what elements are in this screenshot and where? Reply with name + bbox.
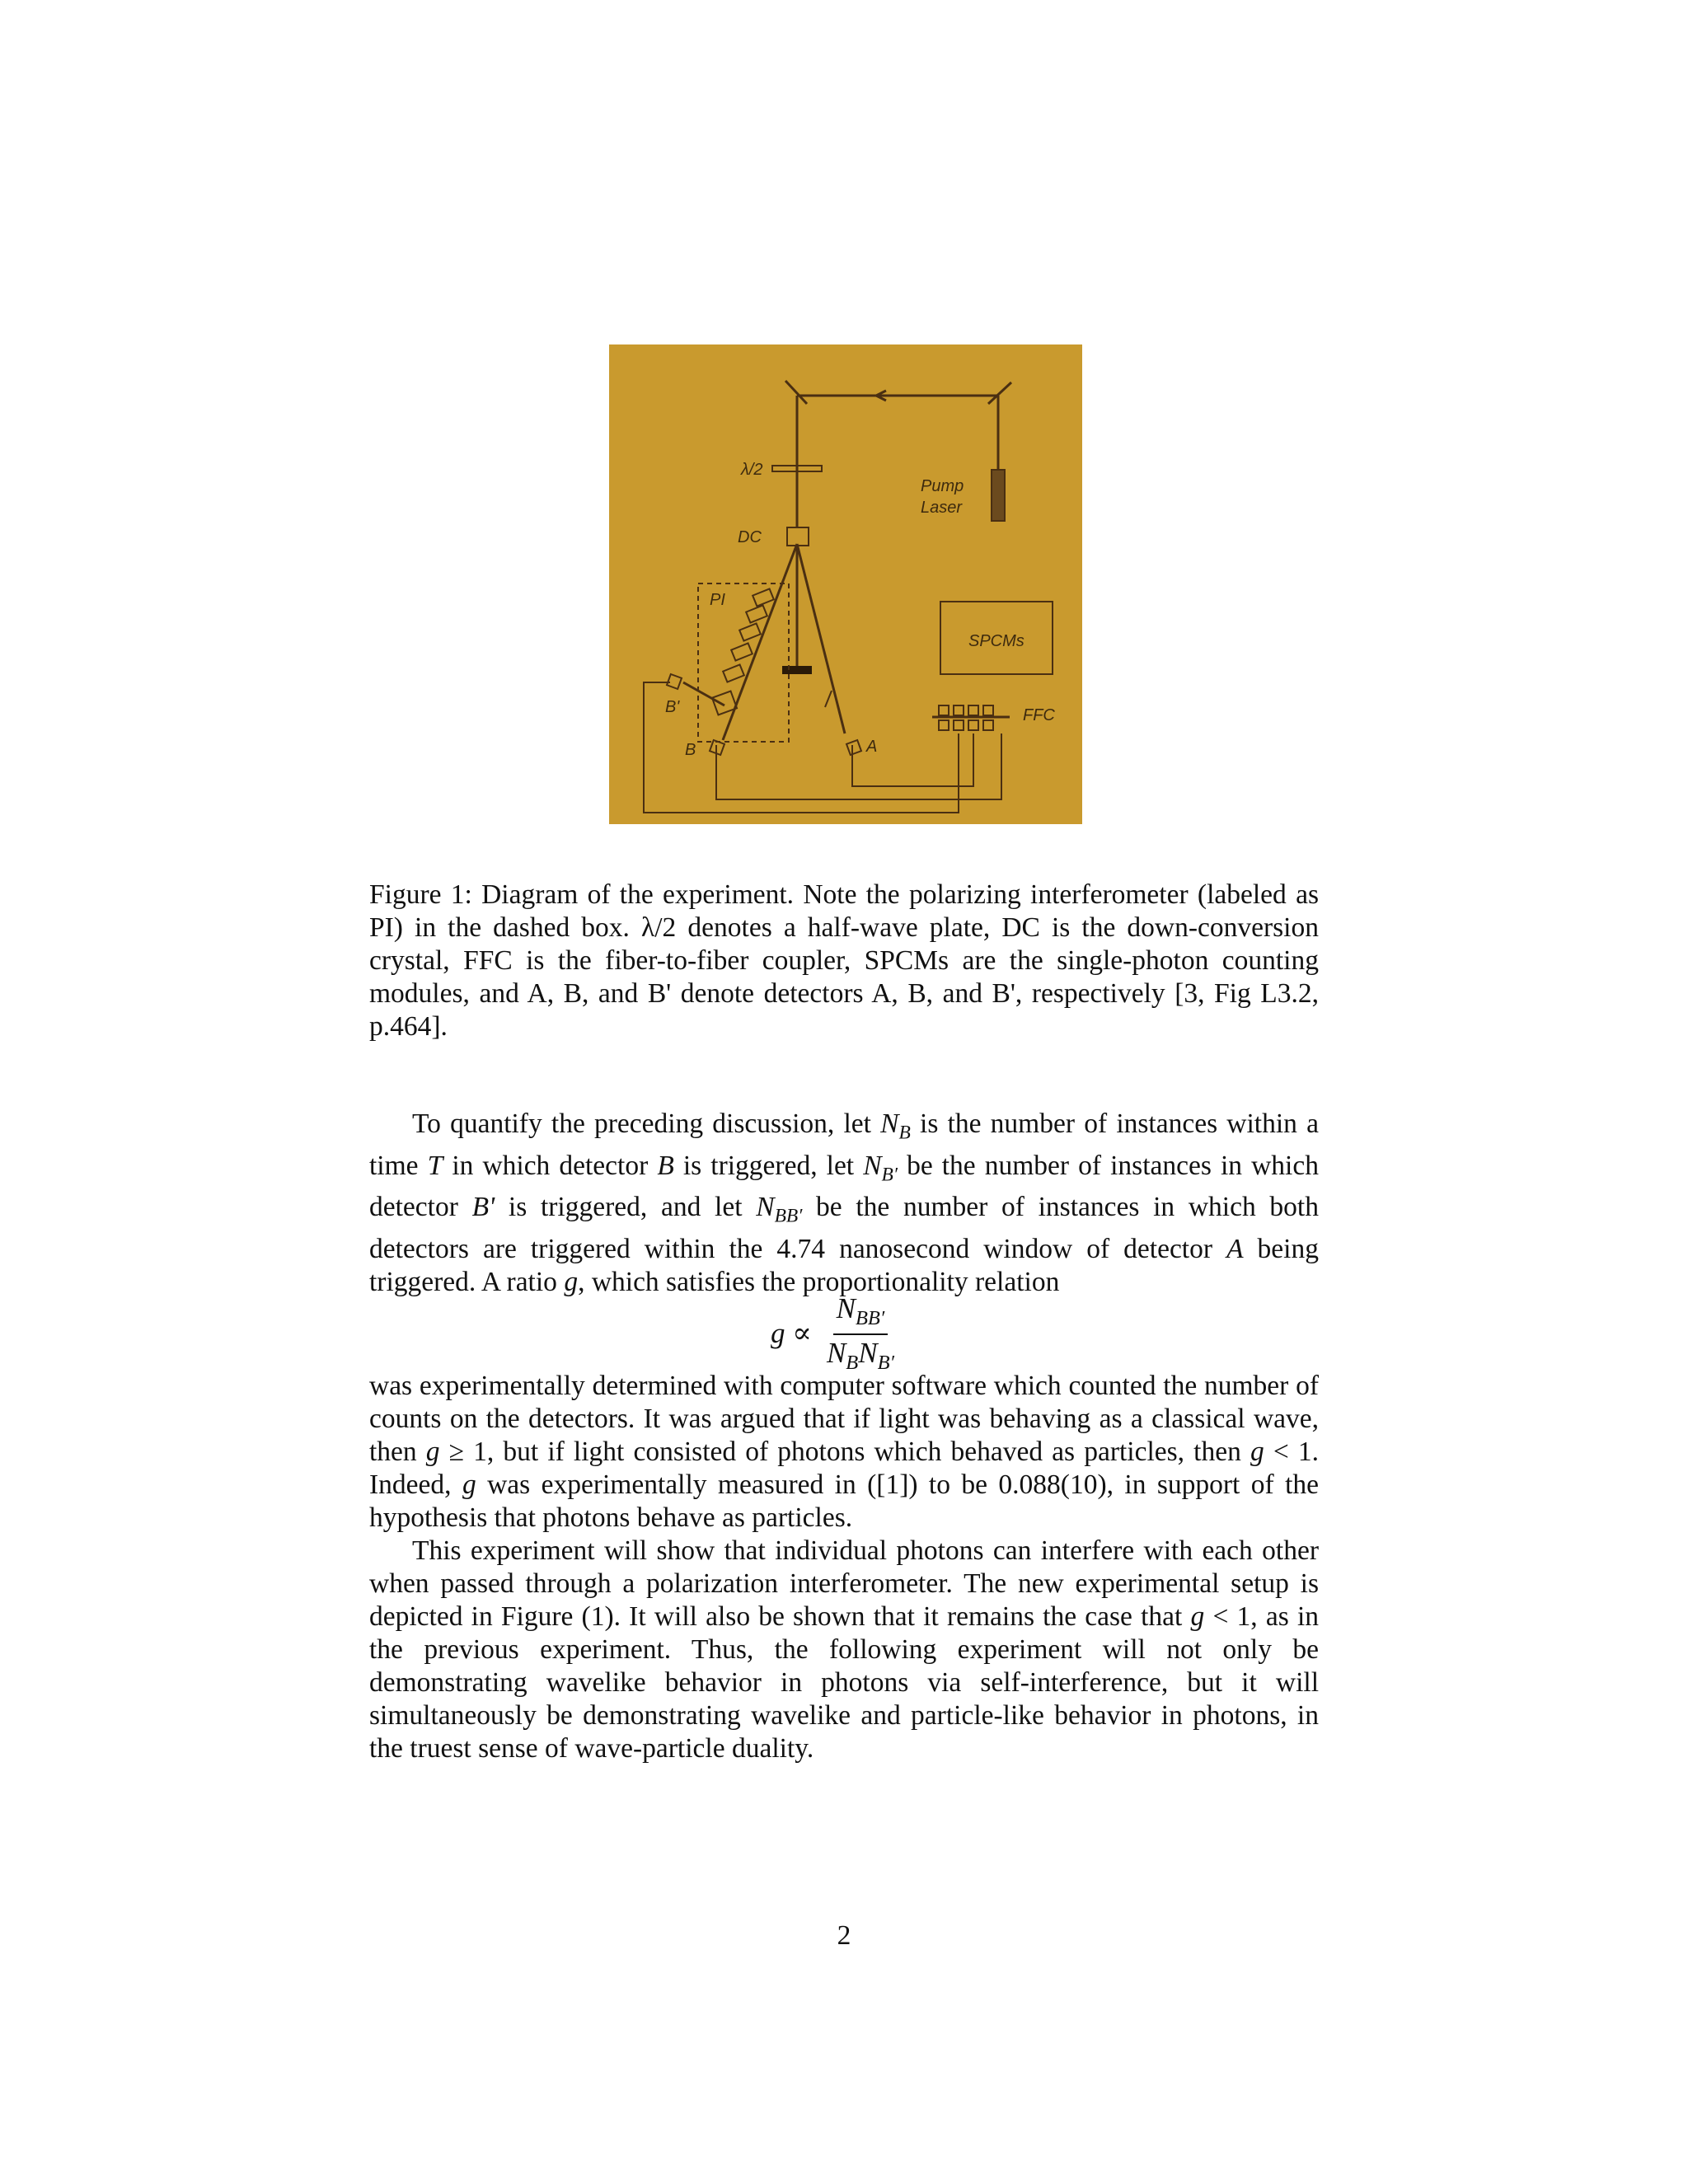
dc-crystal	[787, 527, 809, 546]
label-b: B	[685, 741, 696, 759]
detector-a	[846, 740, 861, 755]
paragraph-3	[369, 1535, 1319, 1765]
math-var: B'	[471, 1192, 495, 1223]
text-run: was experimentally determined with computer software which counted the number of counts on the detectors. It was argued that if light was behaving as a classical wave, then	[369, 1371, 1319, 1467]
proportionality-equation	[771, 1292, 898, 1375]
text-run: is triggered, and let	[495, 1192, 757, 1223]
beam-to-a	[797, 544, 845, 733]
text-run: was experimentally measured in ([1]) to be 0.088(10), in support of the hypothesis that photons behave as particles.	[369, 1469, 1319, 1533]
math-sub: B′	[881, 1164, 898, 1186]
math-sub: BB′	[855, 1307, 885, 1329]
label-dc: DC	[738, 528, 762, 546]
label-b-prime: B'	[665, 698, 680, 716]
beam-to-b-prime	[683, 682, 724, 705]
label-ffc: FFC	[1023, 706, 1055, 724]
experiment-figure	[609, 344, 1082, 824]
text-run: , which satisfies the proportionality relation	[578, 1267, 1060, 1298]
math-var: A	[1226, 1234, 1244, 1265]
label-spcms: SPCMs	[968, 632, 1025, 650]
text-run: being triggered. A ratio	[369, 1234, 1319, 1298]
math-sub: B	[846, 1352, 859, 1374]
math-var: N	[836, 1292, 856, 1324]
beam-block	[782, 666, 812, 674]
math-sub: BB′	[774, 1206, 803, 1228]
math-var: g	[462, 1469, 476, 1500]
math-var: N	[756, 1192, 775, 1223]
beam-to-pi	[723, 544, 797, 740]
text-run: be the number of instances in which detector	[369, 1150, 1319, 1223]
math-var: g	[1190, 1601, 1205, 1632]
pump-laser	[992, 470, 1005, 521]
label-pump: Pump	[921, 477, 964, 495]
math-sub: B′	[877, 1352, 894, 1374]
math-var: N	[880, 1108, 899, 1139]
label-half-wave: λ/2	[741, 461, 763, 479]
paragraph-2	[369, 1370, 1319, 1535]
math-var: N	[826, 1337, 846, 1369]
text-run: is the number of instances within a time	[369, 1108, 1319, 1181]
text-run: This experiment will show that individual photons can interfere with each other when passed through a polarization interferometer. The new experimental setup is depicted in Figure (1). It will also be shown that it remains the case that	[369, 1535, 1319, 1632]
math-sub: B	[898, 1122, 911, 1144]
text-run: is triggered, let	[673, 1150, 864, 1181]
text-run: ≥ 1, but if light consisted of photons which behaved as particles, then	[439, 1436, 1250, 1467]
equation-numerator	[833, 1292, 889, 1335]
math-var: g	[425, 1436, 440, 1467]
equation-denominator	[823, 1335, 898, 1375]
text-run: be the number of instances in which both detectors are triggered within the 4.74 nanosecond window of detector	[369, 1192, 1319, 1265]
mirror-top-right	[988, 382, 1011, 404]
label-a: A	[866, 738, 878, 756]
label-pi: PI	[710, 591, 725, 609]
equation-fraction	[823, 1292, 898, 1375]
paragraph-1	[369, 1108, 1319, 1299]
math-var: N	[858, 1337, 878, 1369]
math-var: g	[564, 1267, 579, 1298]
math-var: T	[427, 1150, 443, 1181]
text-run: < 1. Indeed,	[369, 1436, 1319, 1500]
math-var: g	[1250, 1436, 1264, 1467]
text-run: < 1, as in the previous experiment. Thus, the following experiment will not only be demonstrating wavelike behavior in photons via self-interference, but it will simultaneously be demonstrating wavelike and particle-like behavior in photons, in the truest sense of wave-particle duality.	[369, 1601, 1319, 1764]
figure-caption: Figure 1: Diagram of the experiment. Note the polarizing interferometer (labeled as PI) in the dashed box. λ/2 denotes a half-wave plate, DC is the down-conversion crystal, FFC is the fiber-to-fiber coupler, SPCMs are the single-photon counting modules, and A, B, and B' denote detectors A, B, and B', respectively [3, Fig L3.2, p.464].	[369, 879, 1319, 1042]
math-var: B	[657, 1150, 674, 1181]
math-var: N	[863, 1150, 882, 1181]
text-run: To quantify the preceding discussion, let	[412, 1108, 881, 1139]
page-number: 2	[837, 1920, 851, 1951]
text-run: in which detector	[443, 1150, 658, 1181]
experiment-diagram	[609, 344, 1082, 824]
label-laser: Laser	[921, 499, 963, 517]
ffc-coupler	[932, 705, 1010, 730]
equation-lhs: g ∝	[771, 1317, 812, 1349]
